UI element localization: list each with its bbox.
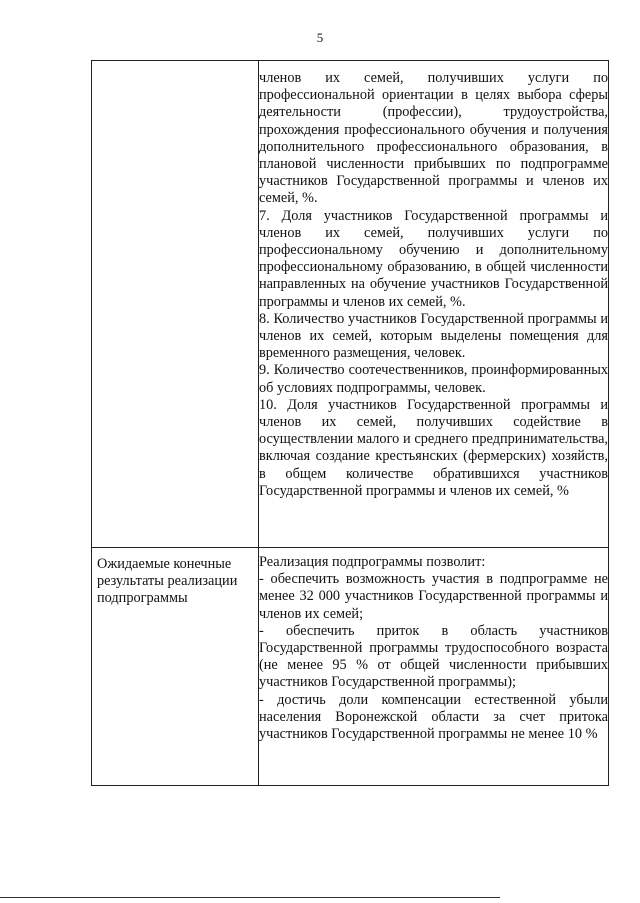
indicator-paragraph: 8. Количество участников Государственной программы и членов их семей, которым выделены помещения для временного размещения, человек. [259,310,608,362]
indicator-paragraph: 10. Доля участников Государственной программы и членов их семей, получивших содействие в осуществлении малого и среднего предпринимательства, включая создание крестьянских (фермерских) хозяйств, в общем количестве обратившихся участников Государственной программы и членов их семей, % [259,396,608,499]
indicator-paragraph: 9. Количество соотечественников, проинформированных об условиях подпрограммы, человек. [259,362,608,396]
result-paragraph: - обеспечить возможность участия в подпрограмме не менее 32 000 участников Государственной программы и членов их семей; [259,571,608,622]
result-paragraph: Реализация подпрограммы позволит: [259,554,486,570]
table-cell-label [92,61,259,548]
result-paragraph: - обеспечить приток в область участников Государственной программы трудоспособного возраста (не менее 95 % от общей численности прибывших участников Государственной программы); [259,622,608,691]
page-number: 5 [316,30,324,45]
table-cell-label [92,548,259,786]
row-label-expected-results: Ожидаемые конечные результаты реализации подпрограммы [97,556,238,607]
result-paragraph: - достичь доли компенсации естественной убыли населения Воронежской области за счет притока участников Государственной программы не менее 10 % [259,691,608,743]
table-cell-expected-results [259,548,609,786]
table-row-indicators [92,61,609,548]
indicator-paragraph: членов их семей, получивших услуги по профессиональной ориентации в целях выбора сферы деятельности (профессии), трудоустройства, прохождения профессионального обучения и получения дополнительного профессионального образования, в плановой численности прибывших по подпрограмме участников Государственной программы и членов их семей, %. [259,70,608,207]
table-cell-indicators [259,61,609,548]
row-label [92,61,258,69]
page-bottom-rule [0,897,500,898]
indicator-paragraph: 7. Доля участников Государственной программы и членов их семей, получивших услуги по профессиональному обучению и дополнительному профессиональному образованию, в общей численности направленных на обучение участников Государственной программы и членов их семей, %. [259,207,608,310]
table-row-expected-results [92,548,609,786]
passport-table [91,60,609,786]
